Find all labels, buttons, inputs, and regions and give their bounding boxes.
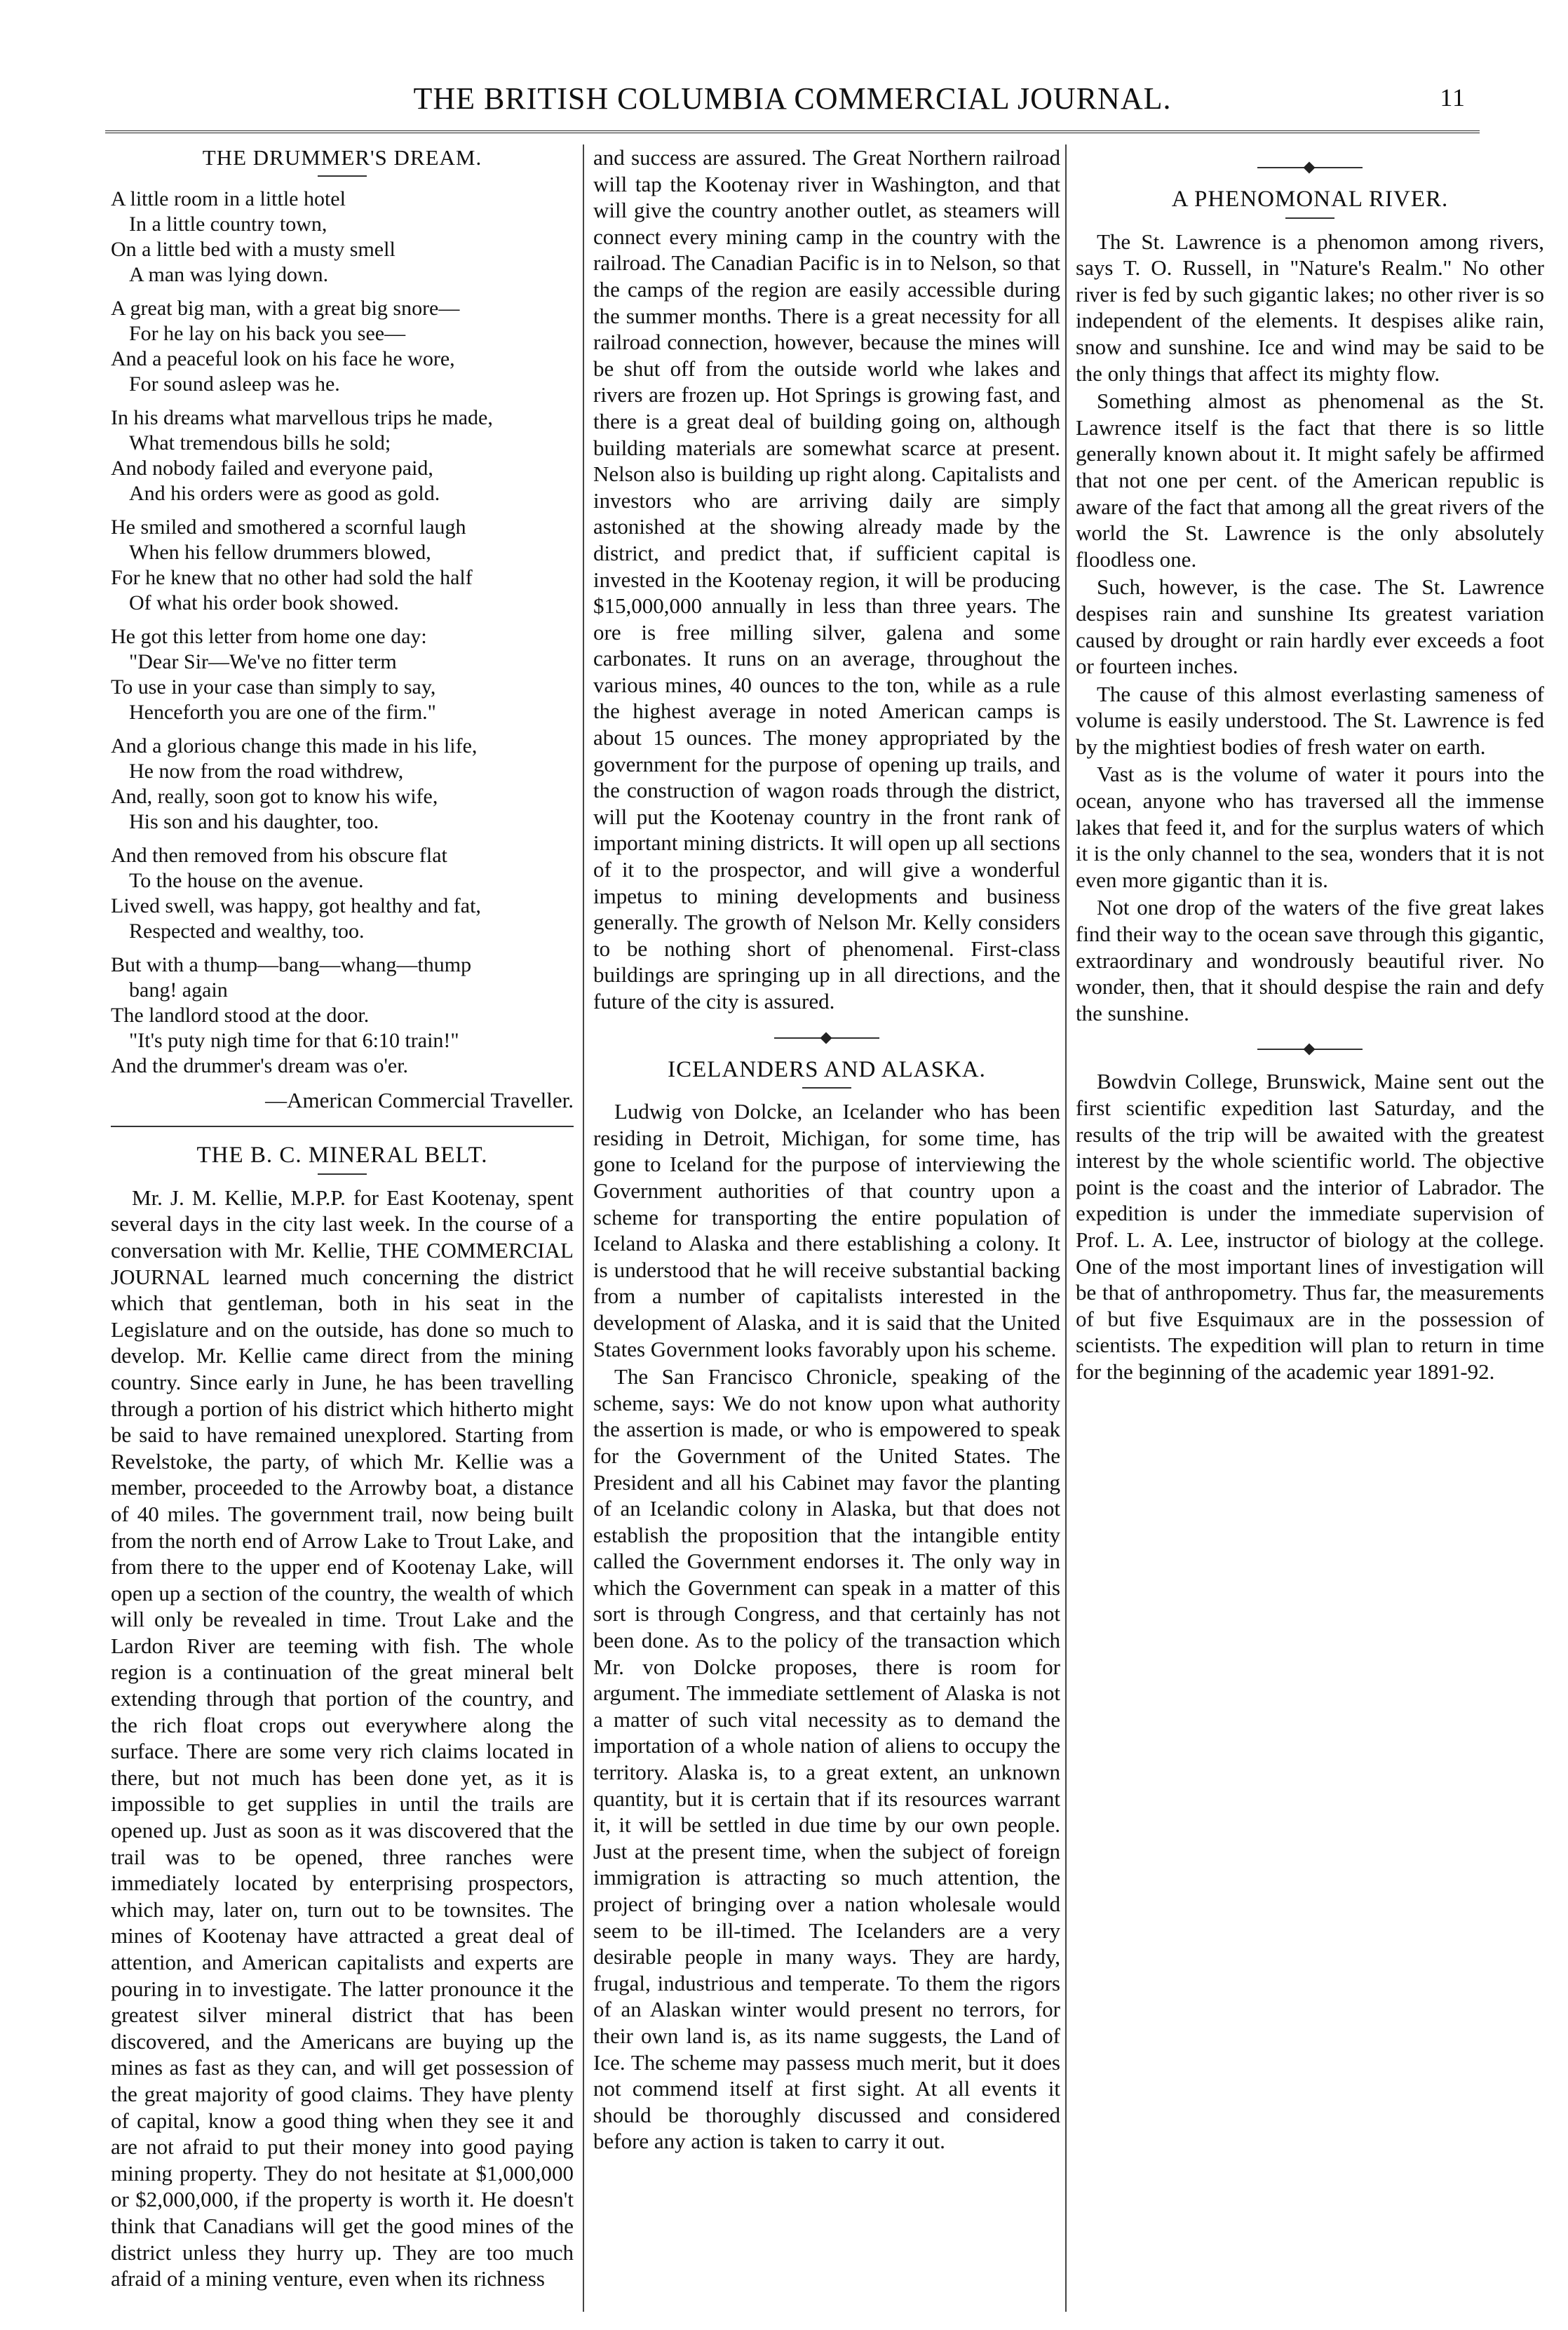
paragraph: Mr. J. M. Kellie, M.P.P. for East Kootenay, spent several days in the city last week. In the course of a conversation with Mr. Kellie, THE COMMERCIAL JOURNAL learned much concerning the district which that gentleman, both in his seat in the Legislature and on the outside, has done so much to develop. Mr. Kellie came direct from the mining country. Since early in June, he has been travelling through a portion of his district which hitherto might be said to have remained unexplored. Starting from Revelstoke, the party, of which Mr. Kellie was a member, proceeded to the Arrowby boat, a distance of 40 miles. The government trail, now being built from the north end of Arrow Lake to Trout Lake, and from there to the upper end of Kootenay Lake, will open up a section of the country, the wealth of which will only be revealed in time. Trout Lake and the Lardon River are teeming with fish. The whole region is a continuation of the great mineral belt extending through that portion of the country, and the rich float crops out everywhere along the surface. There are some very rich claims located in there, but not much has been done yet, as it is impossible to get supplies in until the trails are opened up. Just as soon as it was discovered that the trail was to be opened, three ranches were immediately located by enterprising prospectors, which may, later on, turn out to be townsites. The mines of Kootenay have attracted a great deal of attention, and American capitalists and experts are pouring in to investigate. The latter pronounce it the greatest silver mineral district that has been discovered, and the Americans are buying up the mines as fast as they can, and will get possession of the great majority of good claims. They have plenty of capital, know a good thing when they see it and are not afraid to put their money into good paying mining property. They do not hesitate at $1,000,000 or $2,000,000, if the property is worth it. He doesn't think that Canadians will get the good mines of the district unless they hurry up. They are too much afraid of a mining venture, even when its richness bbox=[111, 1185, 574, 2291]
column-divider bbox=[583, 144, 584, 2312]
column-divider bbox=[1065, 144, 1067, 2312]
paragraph: Vast as is the volume of water it pours into the ocean, anyone who has traversed all the immense lakes that feed it, and for the surplus waters of which it is the only channel to the sea, wonders that it is not even more gigantic than it is. bbox=[1076, 762, 1544, 892]
poem-body bbox=[111, 187, 574, 1079]
section-ornament bbox=[1257, 1044, 1363, 1054]
page-header bbox=[105, 76, 1480, 121]
icelanders-text bbox=[593, 1098, 1060, 2155]
paragraph: Ludwig von Dolcke, an Icelander who has been residing in Detroit, Michigan, for some time, has gone to Iceland for the purpose of interviewing the Government authorities of that country upon a scheme for transporting the entire population of Iceland to Alaska and there establishing a colony. It is understood that he will receive substantial backing from a number of capitalists interested in the development of Alaska, and it is said that the United States Government looks favorably upon his scheme. bbox=[593, 1099, 1060, 1361]
poem-stanza bbox=[111, 405, 574, 506]
mineral-belt-text-continued bbox=[593, 144, 1060, 1015]
poem-line: Of what his order book showed. bbox=[129, 591, 399, 614]
column-2 bbox=[593, 144, 1060, 2308]
paragraph: The St. Lawrence is a phenomon among rivers, says T. O. Russell, in "Nature's Realm." No other river is fed by such gigantic lakes; no other river is so independent of the elements. It despises alike rain, snow and sunshine. Ice and wind may be said to be the only things that affect its mighty flow. bbox=[1076, 229, 1544, 386]
section-rule bbox=[111, 1126, 574, 1127]
paragraph: Something almost as phenomenal as the St. Lawrence itself is the fact that there is so little generally known about it. It might safely be affirmed that not one per cent. of the American republic is aware of the fact that among all the great rivers of the world the St. Lawrence is the only absolutely floodless one. bbox=[1076, 389, 1544, 572]
poem-line: A great big man, with a great big snore— bbox=[111, 296, 460, 320]
journal-title: THE BRITISH COLUMBIA COMMERCIAL JOURNAL. bbox=[413, 81, 1172, 116]
section-ornament bbox=[1257, 163, 1363, 173]
poem-title: THE DRUMMER'S DREAM. bbox=[202, 145, 482, 170]
poem-line: In a little country town, bbox=[129, 212, 327, 236]
poem-stanza bbox=[111, 952, 574, 1079]
poem-credit: —American Commercial Traveller. bbox=[265, 1087, 574, 1112]
poem-line: Respected and wealthy, too. bbox=[129, 919, 365, 943]
poem-line: His son and his daughter, too. bbox=[129, 809, 379, 833]
poem-stanza bbox=[111, 187, 574, 288]
title-rule bbox=[802, 1087, 851, 1089]
poem-line: bang! again bbox=[129, 978, 228, 1002]
poem-line: And his orders were as good as gold. bbox=[129, 481, 440, 505]
column-1 bbox=[111, 144, 574, 2308]
poem-stanza bbox=[111, 624, 574, 725]
poem-line: "Dear Sir—We've no fitter term bbox=[129, 649, 397, 673]
poem-line: On a little bed with a musty smell bbox=[111, 237, 396, 261]
poem-line: And the drummer's dream was o'er. bbox=[111, 1053, 409, 1077]
poem-line: He smiled and smothered a scornful laugh bbox=[111, 515, 466, 539]
paragraph: Such, however, is the case. The St. Lawrence despises rain and sunshine Its greatest variation caused by drought or rain hardly ever exceeds a foot or fourteen inches. bbox=[1076, 574, 1544, 679]
poem-line: For he lay on his back you see— bbox=[129, 321, 406, 345]
poem-line: "It's puty nigh time for that 6:10 train!" bbox=[129, 1028, 459, 1052]
poem-line: And then removed from his obscure flat bbox=[111, 843, 447, 867]
poem-line: To use in your case than simply to say, bbox=[111, 675, 436, 699]
poem-line: He now from the road withdrew, bbox=[129, 759, 404, 783]
title-rule bbox=[1285, 217, 1334, 219]
paragraph: Not one drop of the waters of the five great lakes find their way to the ocean save through this gigantic, extraordinary and wondrously beautiful river. No wonder, then, that it should despise the rain and defy the sunshine. bbox=[1076, 895, 1544, 1025]
poem-line: To the house on the avenue. bbox=[129, 868, 364, 892]
paragraph: Bowdvin College, Brunswick, Maine sent out the first scientific expedition last Saturday, and the results of the trip will be awaited with the greatest interest by the whole scientific world. The objective point is the coast and the interior of Labrador. The expedition is under the immediate supervision of Prof. L. A. Lee, instructor of biology at the college. One of the most important lines of investigation will be that of anthropometry. Thus far, the measurements of but five Esquimaux are in the possession of scientists. The expedition will plan to return in time for the beginning of the academic year 1891-92. bbox=[1076, 1069, 1544, 1384]
section-ornament bbox=[774, 1033, 879, 1043]
poem-line: What tremendous bills he sold; bbox=[129, 431, 391, 454]
poem-line: And, really, soon got to know his wife, bbox=[111, 784, 438, 808]
header-rule bbox=[105, 130, 1480, 136]
paragraph: The cause of this almost everlasting sameness of volume is easily understood. The St. Lawrence is fed by the mightiest bodies of fresh water on earth. bbox=[1076, 681, 1544, 759]
mineral-belt-text bbox=[111, 1185, 574, 2292]
poem-line: For he knew that no other had sold the half bbox=[111, 565, 473, 589]
poem-line: But with a thump—bang—whang—thump bbox=[111, 952, 472, 976]
poem-line: He got this letter from home one day: bbox=[111, 624, 427, 648]
paragraph: The San Francisco Chronicle, speaking of the scheme, says: We do not know upon what authority the assertion is made, or who is empowered to speak for the Government of the United States. The President and all his Cabinet may favor the planting of an Icelandic colony in Alaska, but that does not establish the proposition that the intangible entity called the Government endorses it. The only way in which the Government can speak in a matter of this sort is through Congress, and that certainly has not been done. As to the policy of the transaction which Mr. von Dolcke proposes, there is room for argument. The immediate settlement of Alaska is not a matter of such vital necessity as to demand the importation of a whole nation of aliens to occupy the territory. Alaska is, to a great extent, an unknown quantity, but it is certain that if its resources warrant it, it will be settled in due time by our own people. Just at the present time, when the subject of foreign immigration is attracting so much attention, the project of bringing over a nation wholesale would seem to be ill-timed. The Icelanders are a very desirable people in many ways. They are hardy, frugal, industrious and temperate. To them the rigors of an Alaskan winter would present no terrors, for their own land is, as its name suggests, the Land of Ice. The scheme may passess much merit, but it does not commend itself at first sight. At all events it should be thoroughly discussed and considered before any action is taken to carry it out. bbox=[593, 1364, 1060, 2154]
poem-stanza bbox=[111, 296, 574, 397]
title-rule bbox=[318, 1173, 367, 1175]
bowdoin-text bbox=[1076, 1068, 1544, 1385]
title-rule bbox=[318, 175, 367, 177]
poem-line: A man was lying down. bbox=[129, 262, 329, 286]
poem-line: For sound asleep was he. bbox=[129, 372, 340, 396]
poem-line: And a glorious change this made in his life, bbox=[111, 734, 478, 757]
icelanders-title: ICELANDERS AND ALASKA. bbox=[668, 1056, 986, 1082]
river-text bbox=[1076, 229, 1544, 1027]
poem-line: A little room in a little hotel bbox=[111, 187, 346, 210]
poem-line: When his fellow drummers blowed, bbox=[129, 540, 431, 564]
column-3 bbox=[1076, 144, 1544, 2308]
poem-line: Lived swell, was happy, got healthy and fat, bbox=[111, 894, 481, 917]
poem-line: The landlord stood at the door. bbox=[111, 1003, 370, 1027]
poem-stanza bbox=[111, 734, 574, 835]
poem-line: And a peaceful look on his face he wore, bbox=[111, 346, 455, 370]
river-title: A PHENOMONAL RIVER. bbox=[1171, 187, 1449, 212]
poem-line: In his dreams what marvellous trips he made, bbox=[111, 405, 493, 429]
poem-line: Henceforth you are one of the firm." bbox=[129, 700, 436, 724]
poem-line: And nobody failed and everyone paid, bbox=[111, 456, 433, 480]
poem-stanza bbox=[111, 843, 574, 944]
mineral-belt-title: THE B. C. MINERAL BELT. bbox=[196, 1143, 488, 1169]
page-number: 11 bbox=[1440, 83, 1466, 112]
paragraph-continued: and success are assured. The Great Northern railroad will tap the Kootenay river in Washington, and that will give the country another outlet, as steamers will connect every mining camp in the country with the railroad. The Canadian Pacific is in to Nelson, so that the camps of the region are easily accessible during the summer months. There is a great necessity for all railroad connection, however, because the mines will be shut off from the outside world whe lakes and rivers are frozen up. Hot Springs is growing fast, and there is a great deal of building going on, although building materials are somewhat scarce at present. Nelson also is building up right along. Capitalists and investors who are arriving daily are simply astonished at the showing already made by the district, and predict that, if sufficient capital is invested in the Kootenay region, it will be producing $15,000,000 annually in less than three years. The ore is free milling silver, galena and some carbonates. It runs on an average, throughout the various mines, 40 ounces to the ton, while as a rule the highest average in noted American camps is about 15 ounces. The money appropriated by the government for the purpose of opening up trails, and the construction of wagon roads through the district, will put the Kootenay country in the front rank of important mining districts. It will open up all sections of it to the prospector, and will give a wonderful impetus to mining developments and business generally. The growth of Nelson Mr. Kelly considers to be nothing short of phenomenal. First-class buildings are springing up in all directions, and the future of the city is assured. bbox=[593, 145, 1060, 1014]
poem-stanza bbox=[111, 515, 574, 616]
